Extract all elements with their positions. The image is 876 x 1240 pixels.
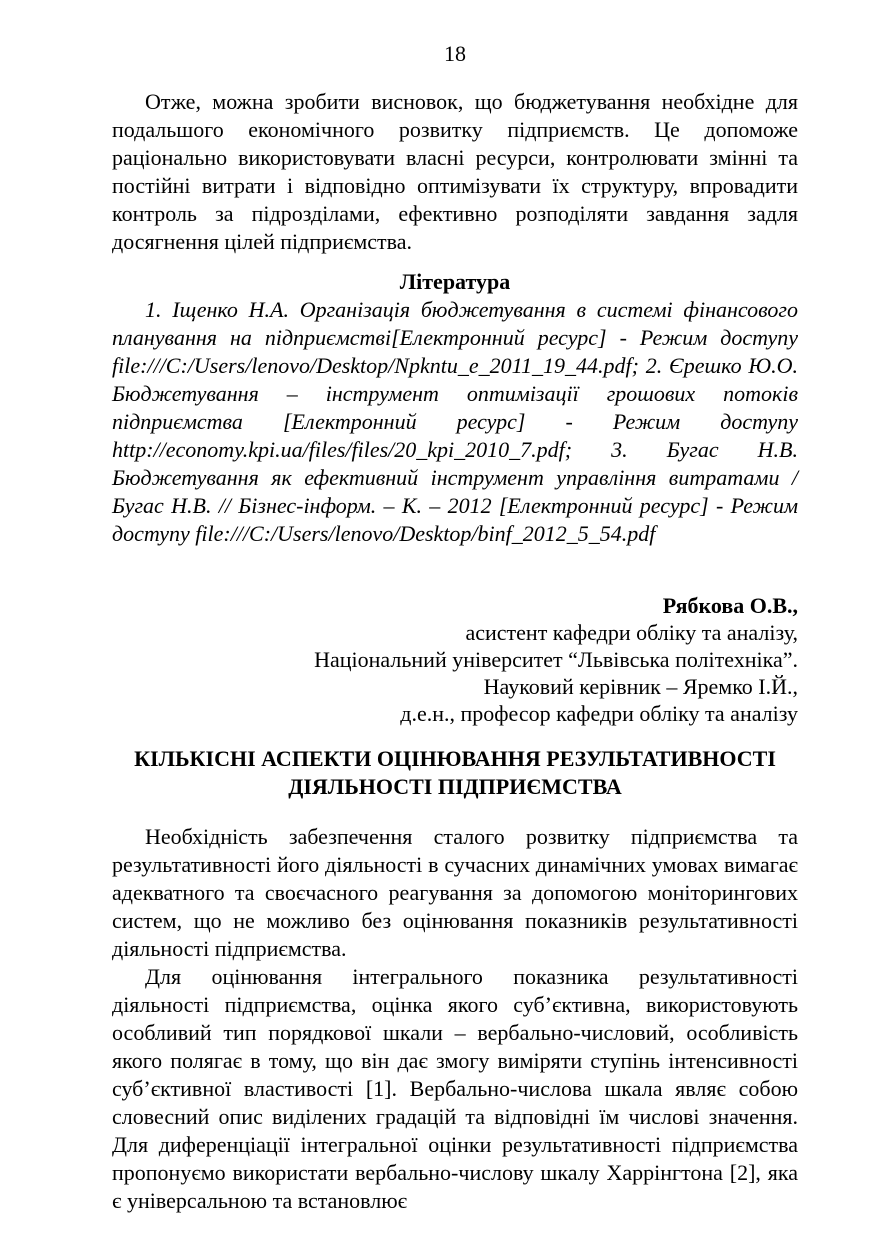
conclusion-paragraph: Отже, можна зробити висновок, що бюджетування необхідне для подальшого економічного розвитку підприємств. Це допоможе раціонально використовувати власні ресурси, контролювати змінні та постійні витрати і відповідно оптимізувати їх структуру, впровадити контроль за підрозділами, ефективно розподіляти завдання задля досягнення цілей підприємства. [112, 89, 798, 254]
author-position: асистент кафедри обліку та аналізу, [465, 620, 798, 645]
section-title: КІЛЬКІСНІ АСПЕКТИ ОЦІНЮВАННЯ РЕЗУЛЬТАТИВНОСТІ ДІЯЛЬНОСТІ ПІДПРИЄМСТВА [134, 746, 776, 799]
author-university: Національний університет “Львівська політехніка”. [314, 647, 798, 672]
section-paragraph-1: Необхідність забезпечення сталого розвитку підприємства та результативності його діяльності в сучасних динамічних умовах вимагає адекватного та своєчасного реагування за допомогою моніторингових систем, що не можливо без оцінювання показників результативності діяльності підприємства. [112, 824, 798, 961]
author-supervisor: Науковий керівник – Яремко І.Й., [483, 674, 798, 699]
section-paragraph-2: Для оцінювання інтегрального показника результативності діяльності підприємства, оцінка якого суб’єктивна, використовують особливий тип порядкової шкали – вербально-числовий, особливість якого полягає в тому, що він дає змогу виміряти ступінь інтенсивності суб’єктивної властивості [1]. Вербально-числова шкала являє собою словесний опис виділених градацій та відповідні їм числові значення. Для диференціації інтегральної оцінки результативності підприємства пропонуємо використати вербально-числову шкалу Харрінгтона [2], яка є універсальною та встановлює [112, 964, 798, 1213]
author-name: Рябкова О.В., [662, 593, 798, 618]
page-number: 18 [444, 41, 466, 66]
literature-heading: Література [399, 269, 511, 294]
references-paragraph: 1. Іщенко Н.А. Організація бюджетування в системі фінансового планування на підприємстві[Електронний ресурс] - Режим доступу file:///C:/Users/lenovo/Desktop/Npkntu_e_2011_19_44.pdf; 2. Єрешко Ю.О. Бюджетування – інструмент оптимізації грошових потоків підприємства [Електронний ресурс] - Режим доступу http://economy.kpi.ua/files/files/20_kpi_2010_7.pdf; 3. Бугас Н.В. Бюджетування як ефективний інструмент управління витратами / Бугас Н.В. // Бізнес-інформ. – К. – 2012 [Електронний ресурс] - Режим доступу file:///C:/Users/lenovo/Desktop/binf_2012_5_54.pdf [112, 297, 798, 546]
author-supervisor-title: д.е.н., професор кафедри обліку та аналізу [400, 701, 798, 726]
author-block [112, 592, 798, 727]
